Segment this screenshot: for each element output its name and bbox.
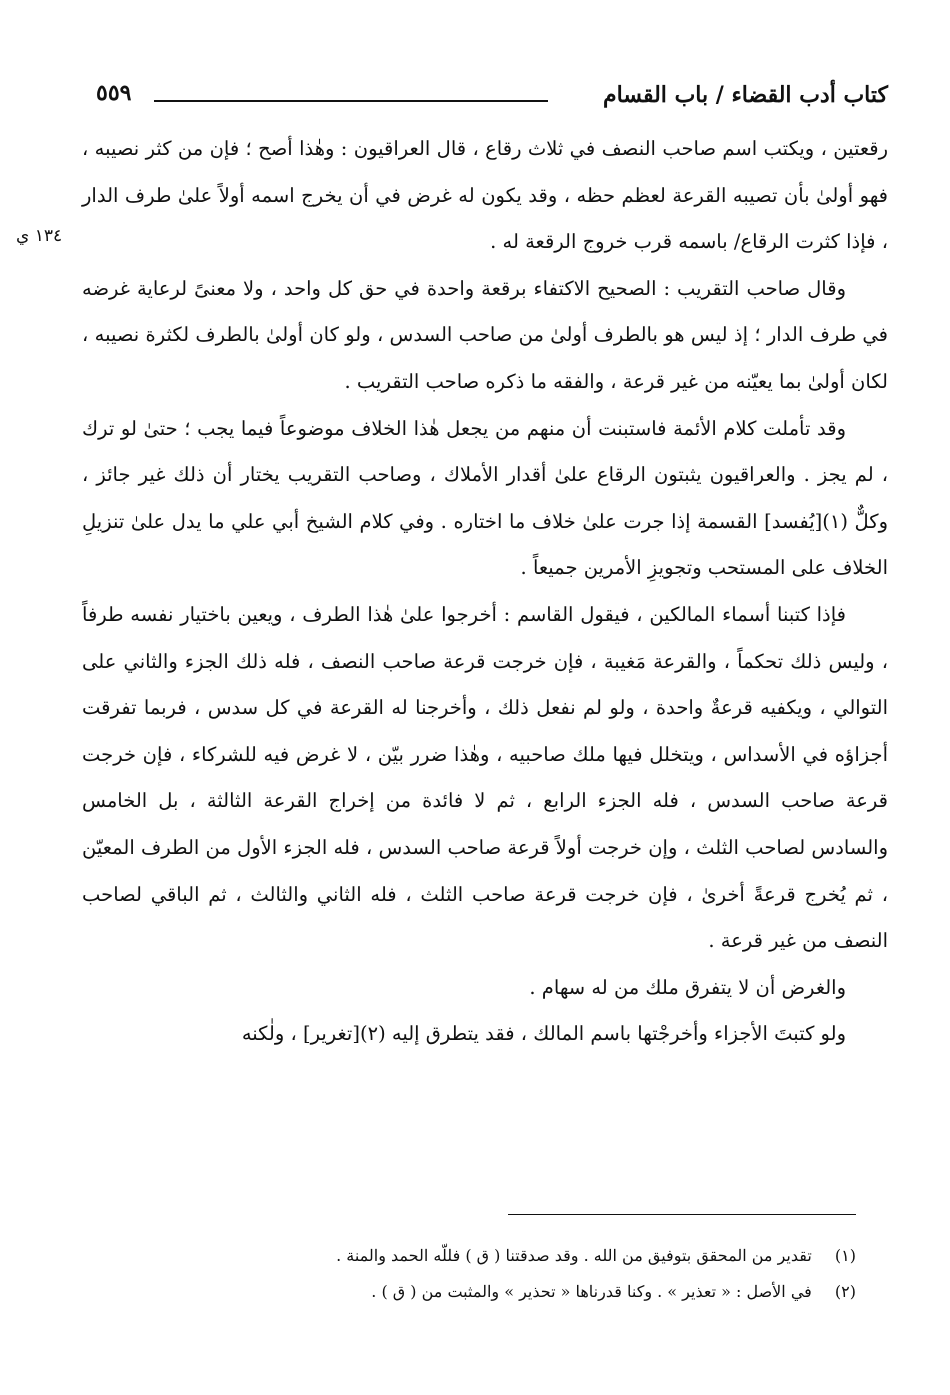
- page-number: ٥٥٩: [96, 80, 132, 106]
- footnotes: [100, 1238, 856, 1310]
- margin-manuscript-reference: ١٣٤ ي: [16, 226, 63, 246]
- page-header: [96, 78, 888, 118]
- paragraph-3: وقد تأملت كلام الأئمة فاستبنت أن منهم من يجعل هٰذا الخلاف موضوعاً فيما يجب ؛ حتىٰ لو ترك ، لم يجز . والعراقيون يثبتون الرقاع علىٰ أقدار الأملاك ، وصاحب التقريب يختار أن ذلك غير جائز ، وكلٌّ (١)[يُفسد] القسمة إذا جرت علىٰ خلاف ما اختاره . وفي كلام الشيخ أبي علي ما يدل علىٰ تنزيلِ الخلاف على المستحب وتجويزِ الأمرين جميعاً .: [82, 416, 888, 580]
- footnote-2: [100, 1274, 856, 1310]
- running-head: كتاب أدب القضاء / باب القسام: [603, 82, 888, 108]
- footnote-1: [100, 1238, 856, 1274]
- footnote-rule: [508, 1214, 856, 1215]
- main-text: [82, 126, 888, 1058]
- paragraph-5: والغرض أن لا يتفرق ملك من له سهام .: [529, 975, 846, 999]
- header-rule: [154, 100, 548, 102]
- paragraph-2: وقال صاحب التقريب : الصحيح الاكتفاء برقعة واحدة في حق كل واحد ، ولا معنىً لرعاية غرضه في طرف الدار ؛ إذ ليس هو بالطرف أولىٰ من صاحب السدس ، ولو كان أولىٰ بالطرف لكثرة نصيبه ، لكان أولىٰ بما يعيّنه من غير قرعة ، والفقه ما ذكره صاحب التقريب .: [82, 276, 888, 393]
- footnote-text: تقدير من المحقق بتوفيق من الله . وقد صدقتنا ( ق ) فللّه الحمد والمنة .: [336, 1246, 812, 1265]
- paragraph-4: فإذا كتبنا أسماء المالكين ، فيقول القاسم : أخرجوا علىٰ هٰذا الطرف ، ويعين باختيار نفسه طرفاً ، وليس ذلك تحكماً ، والقرعة مَغيبة ، فإن خرجت قرعة صاحب النصف ، فله ذلك الجزء والثاني على التوالي ، ويكفيه قرعةٌ واحدة ، ولو لم نفعل ذلك ، وأخرجنا له القرعة في كل سدس ، فربما تفرقت أجزاؤه في الأسداس ، ويتخلل فيها ملك صاحبيه ، وهٰذا ضرر بيّن ، لا غرض فيه للشركاء ، فإن خرجت قرعة صاحب السدس ، فله الجزء الرابع ، ثم لا فائدة من إخراج القرعة الثالثة ، بل الخامس والسادس لصاحب الثلث ، وإن خرجت أولاً قرعة صاحب السدس ، فله الجزء الأول من الطرف المعيّن ، ثم يُخرج قرعةً أخرىٰ ، فإن خرجت قرعة صاحب الثلث ، فله الثاني والثالث ، ثم الباقي لصاحب النصف من غير قرعة .: [82, 602, 888, 953]
- footnote-number: (٢): [834, 1282, 856, 1301]
- footnote-text: في الأصل : « تعذير » . وكنا قدرناها « تحذير » والمثبت من ( ق ) .: [371, 1282, 812, 1301]
- footnote-number: (١): [834, 1246, 856, 1265]
- paragraph-1: رقعتين ، ويكتب اسم صاحب النصف في ثلاث رقاع ، قال العراقيون : وهٰذا أصح ؛ فإن من كثر نصيبه ، فهو أولىٰ بأن تصيبه القرعة لعظم حظه ، وقد يكون له غرض في أن يخرج اسمه أولاً علىٰ طرف الدار ، فإذا كثرت الرقاع/ باسمه قرب خروج الرقعة له .: [82, 137, 888, 254]
- paragraph-6: ولو كتبتَ الأجزاء وأخرجْتها باسم المالك ، فقد يتطرق إليه (٢)[تغرير] ، ولٰكنه: [241, 1022, 846, 1046]
